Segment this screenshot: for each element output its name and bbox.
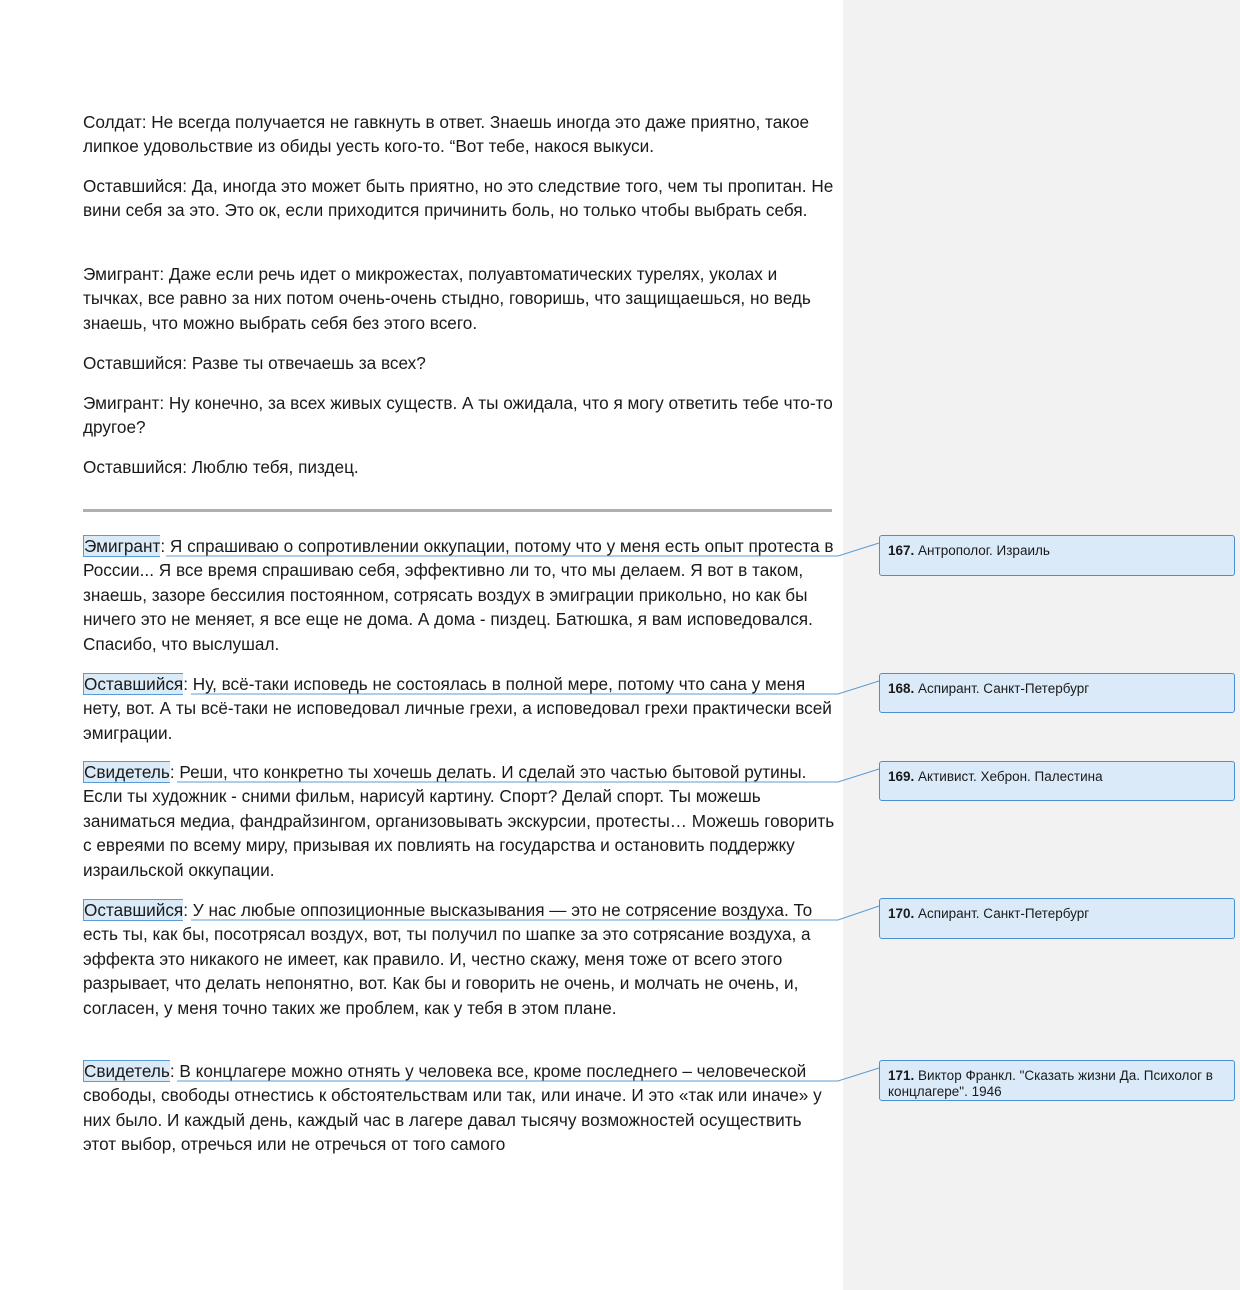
comment-anchor-speaker[interactable]: Эмигрант [84,536,161,556]
comment-box[interactable] [879,761,1235,801]
paragraph-soldier: Солдат: Не всегда получается не гавкнуть в ответ. Знаешь иногда это даже приятно, такое липкое удовольствие из обиды уесть кого-то. “Вот тебе, накося выкуси. [83,112,810,157]
comment-anchor-speaker[interactable]: Оставшийся [84,674,184,694]
comment-box[interactable] [879,898,1235,939]
comment-number: 169. [888,769,915,784]
comment-anchor-speaker[interactable]: Свидетель [84,762,170,782]
comment-text: Аспирант. Санкт-Петербург [918,906,1090,921]
paragraph-text: : Я спрашиваю о сопротивлении оккупации, потому что у меня есть опыт протеста в России... Я все время спрашиваю себя, эффективно ли то, что мы делаем. Я вот в таком, знаешь, зазоре бессилия постоянном, сотрясать воздух в эмиграции прикольно, но как бы ничего это не меняет, я все еще не дома. А дома - пиздец. Батюшка, я вам исповедовался. Спасибо, что выслушал. [83,536,834,654]
comment-connector [177,769,879,782]
paragraph-remaining-question: Оставшийся: Разве ты отвечаешь за всех? [83,353,426,373]
comment-text: Антрополог. Израиль [918,543,1050,558]
paragraph-remaining-love: Оставшийся: Люблю тебя, пиздец. [83,457,359,477]
paragraph-text: : У нас любые оппозиционные высказывания — это не сотрясение воздуха. То есть ты, как бы, посотрясал воздух, вот, ты получил по шапке за это сотрясание воздуха, а эффекта это никакого не имеет, как правило. И, честно скажу, меня тоже от всего этого разрывает, что делать непонятно, вот. Как бы и говорить не очень, и молчать не очень, и, согласен, у меня точно таких же проблем, как у тебя в этом плане. [83,900,813,1018]
paragraph-text: : Ну, всё-таки исповедь не состоялась в полной мере, потому что сана у меня нету, вот. А ты всё-таки не исповедовал личные грехи, а исповедовал грехи практически всей эмиграции. [83,674,832,743]
comment-connector [191,906,879,920]
comment-connector [166,543,879,556]
comment-text: Виктор Франкл. "Сказать жизни Да. Психолог в концлагере". 1946 [888,1068,1213,1099]
comment-connector [177,1068,879,1081]
comment-connector [191,681,879,694]
comment-anchor-speaker[interactable]: Свидетель [84,1061,170,1081]
comment-box[interactable] [879,1060,1235,1101]
comment-anchor-speaker[interactable]: Оставшийся [84,900,184,920]
comment-box[interactable] [879,673,1235,713]
paragraph-text: : В концлагере можно отнять у человека все, кроме последнего – человеческой свободы, свободы отнестись к обстоятельствам или так, или иначе. И это «так или иначе» у них было. И каждый день, каждый час в лагере давал тысячу возможностей осуществить этот выбор, отречься или не отречься от того самого [83,1061,822,1155]
paragraph-emigrant: Эмигрант: Даже если речь идет о микрожестах, полуавтоматических турелях, уколах и тычках, все равно за них потом очень-очень стыдно, говоришь, что защищаешься, но ведь знаешь, что можно выбрать себя без этого всего. [83,264,811,333]
comment-text: Активист. Хеброн. Палестина [918,769,1103,784]
comment-box[interactable] [879,535,1235,576]
comment-number: 168. [888,681,915,696]
comment-number: 171. [888,1068,915,1083]
comment-number: 170. [888,906,915,921]
comment-text: Аспирант. Санкт-Петербург [918,681,1090,696]
paragraph-emigrant-answer: Эмигрант: Ну конечно, за всех живых существ. А ты ожидала, что я могу ответить тебе что-то другое? [83,393,833,438]
comment-number: 167. [888,543,915,558]
paragraph-remaining: Оставшийся: Да, иногда это может быть приятно, но это следствие того, чем ты пропитан. Не вини себя за это. Это ок, если приходится причинить боль, но только чтобы выбрать себя. [83,176,834,221]
paragraph-text: : Реши, что конкретно ты хочешь делать. И сделай это частью бытовой рутины. Если ты художник - сними фильм, нарисуй картину. Спорт? Делай спорт. Ты можешь заниматься медиа, фандрайзингом, организовывать экскурсии, протесты… Можешь говорить с евреями по всему миру, призывая их повлиять на государства и остановить поддержку израильской оккупации. [83,762,835,880]
